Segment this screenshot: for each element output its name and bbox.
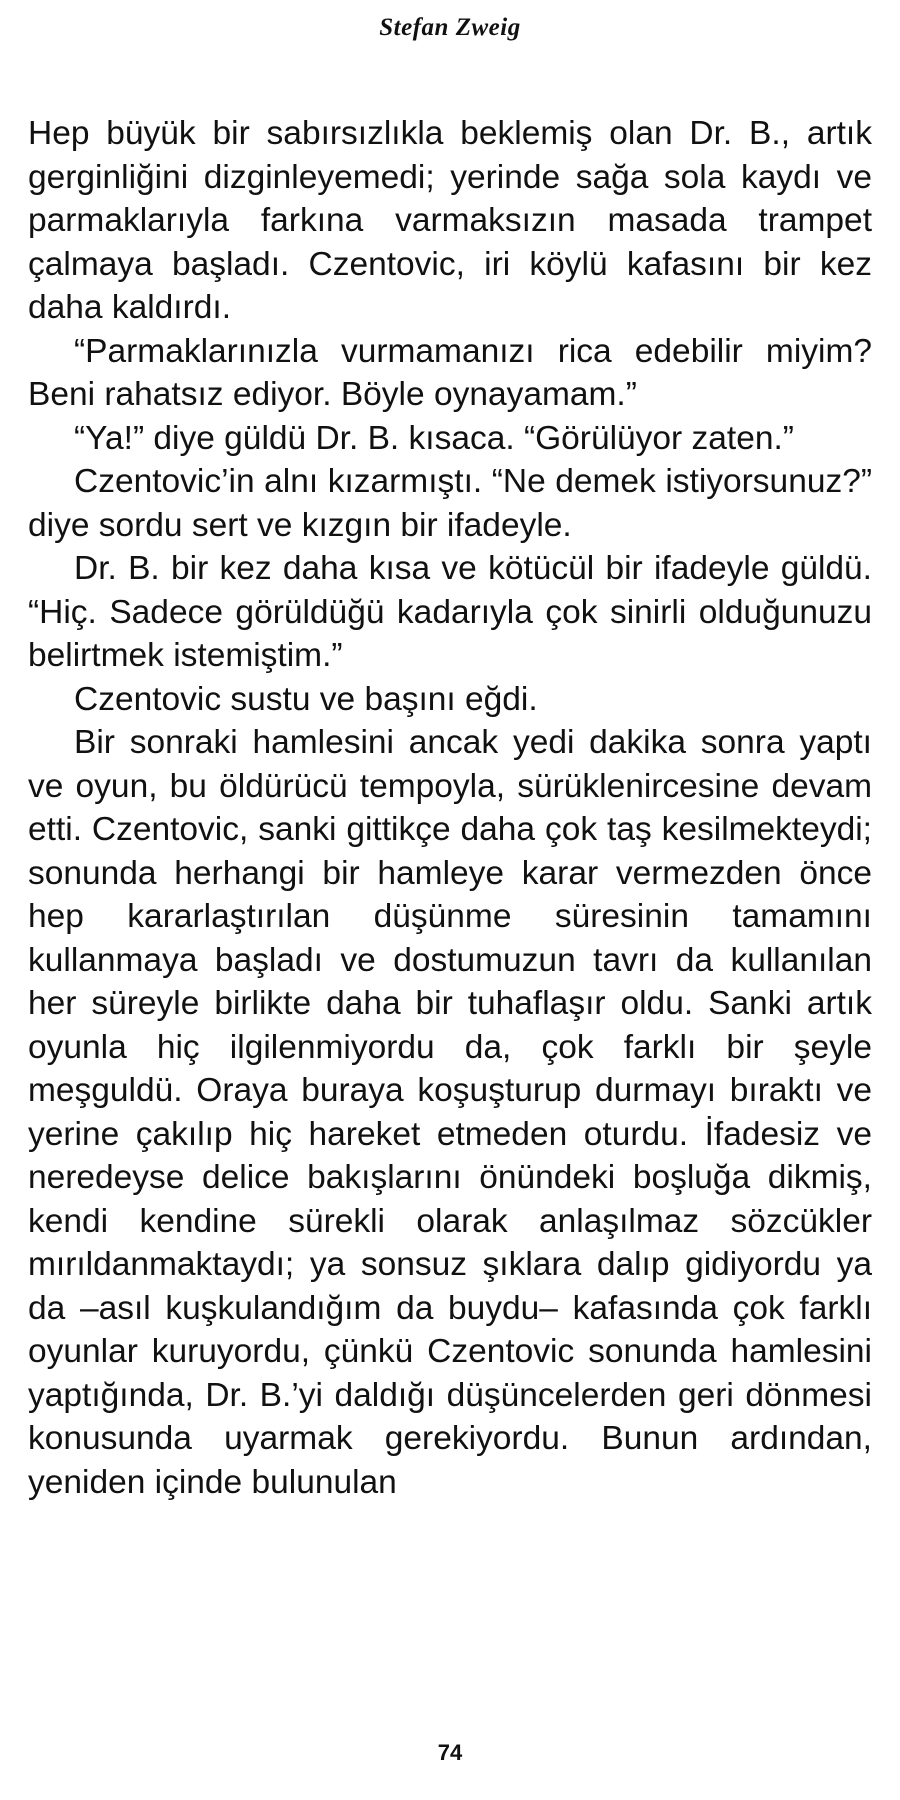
paragraph: Dr. B. bir kez daha kısa ve kötücül bir ifadeyle güldü. “Hiç. Sadece görüldüğü kadarıyla çok sinirli olduğunuzu belirtmek istemiştim.” bbox=[28, 550, 872, 674]
page-number: 74 bbox=[437, 1740, 463, 1765]
running-head-author: Stefan Zweig bbox=[379, 14, 521, 41]
body-text bbox=[28, 112, 872, 1504]
paragraph: Bir sonraki hamlesini ancak yedi dakika sonra yaptı ve oyun, bu öldürücü tempoyla, sürüklenircesine devam etti. Czentovic, sanki gittikçe daha çok taş kesilmekteydi; sonunda herhangi bir hamleye karar vermezden önce hep kararlaştırılan düşünme süresinin tamamını kullanmaya başladı ve dostumuzun tavrı da kullanılan her süreyle birlikte daha bir tuhaflaşır oldu. Sanki artık oyunla hiç ilgilenmiyordu da, çok farklı bir şeyle meşguldü. Oraya buraya koşuşturup durmayı bıraktı ve yerine çakılıp hiç hareket etmeden oturdu. İfadesiz ve neredeyse delice bakışlarını önündeki boşluğa dikmiş, kendi kendine sürekli olarak anlaşılmaz sözcükler mırıldanmaktaydı; ya sonsuz şıklara dalıp gidiyordu ya da –asıl kuşkulandığım da buydu– kafasında çok farklı oyunlar kuruyordu, çünkü Czentovic sonunda hamlesini yaptığında, Dr. B.’yi daldığı düşüncelerden geri dönmesi konusunda uyarmak gerekiyordu. Bunun ardından, yeniden içinde bulunulan bbox=[28, 724, 872, 1501]
paragraph: Czentovic’in alnı kızarmıştı. “Ne demek istiyorsunuz?” diye sordu sert ve kızgın bir ifadeyle. bbox=[28, 463, 872, 544]
paragraph: “Parmaklarınızla vurmamanızı rica edebilir miyim? Beni rahatsız ediyor. Böyle oynayamam.” bbox=[28, 332, 872, 413]
paragraph: “Ya!” diye güldü Dr. B. kısaca. “Görülüyor zaten.” bbox=[74, 419, 794, 457]
paragraph: Czentovic sustu ve başını eğdi. bbox=[74, 680, 538, 718]
paragraph: Hep büyük bir sabırsızlıkla beklemiş olan Dr. B., artık gerginliğini dizginleyemedi; yerinde sağa sola kaydı ve parmaklarıyla farkına varmaksızın masada trampet çalmaya başladı. Czentovic, iri köylü kafasını bir kez daha kaldırdı. bbox=[28, 115, 872, 326]
